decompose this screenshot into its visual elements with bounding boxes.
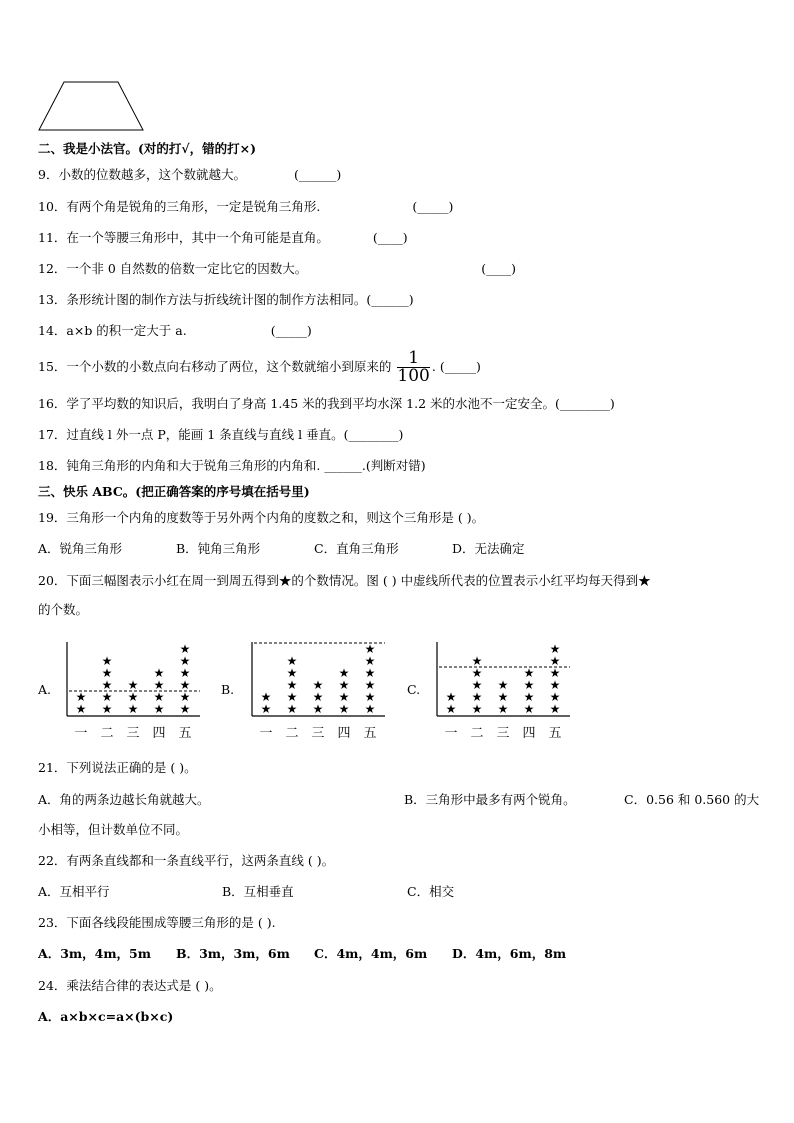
star-mark: ★ — [179, 642, 191, 656]
answer-blank[interactable]: (_____) — [270, 323, 312, 338]
day-label: 二 — [100, 726, 114, 741]
question-14: 14．a×b 的积一定大于 a. (_____) — [38, 323, 312, 338]
star-mark: ★ — [523, 702, 535, 716]
star-mark: ★ — [497, 702, 509, 716]
q21-option-a[interactable]: A．角的两条边越长角就越大。 — [38, 792, 210, 807]
chart-b-label[interactable]: B. — [221, 682, 235, 697]
star-chart-c — [430, 640, 580, 745]
star-mark: ★ — [338, 690, 350, 704]
star-mark: ★ — [549, 666, 561, 680]
day-label: 四 — [152, 726, 166, 741]
day-label: 一 — [444, 726, 458, 741]
star-mark: ★ — [471, 654, 483, 668]
question-9: 9．小数的位数越多，这个数就越大。 (______) — [38, 167, 342, 182]
answer-blank[interactable]: (_____) — [439, 359, 481, 374]
star-mark: ★ — [364, 642, 376, 656]
star-mark: ★ — [364, 654, 376, 668]
section-2-title: 二、我是小法官。(对的打√，错的打×) — [38, 141, 257, 156]
star-mark: ★ — [153, 690, 165, 704]
q19-option-b[interactable]: B．钝角三角形 — [176, 541, 261, 556]
star-mark: ★ — [127, 702, 139, 716]
star-mark: ★ — [549, 642, 561, 656]
star-mark: ★ — [101, 654, 113, 668]
answer-blank[interactable]: (______) — [366, 292, 414, 307]
star-mark: ★ — [101, 666, 113, 680]
answer-blank[interactable]: (______) — [293, 167, 342, 182]
q23-option-c[interactable]: C．4m，4m，6m — [314, 946, 428, 961]
question-13: 13．条形统计图的制作方法与折线统计图的制作方法相同。(______) — [38, 292, 414, 307]
star-chart-b — [245, 640, 395, 745]
star-mark: ★ — [179, 666, 191, 680]
star-mark: ★ — [286, 702, 298, 716]
question-16: 16．学了平均数的知识后，我明白了身高 1.45 米的我到平均水深 1.2 米的水池不一定安全。(________) — [38, 396, 615, 411]
day-label: 二 — [470, 726, 484, 741]
q19-option-a[interactable]: A．锐角三角形 — [38, 541, 123, 556]
star-mark: ★ — [445, 690, 457, 704]
star-mark: ★ — [286, 678, 298, 692]
star-mark: ★ — [364, 666, 376, 680]
day-label: 四 — [337, 726, 351, 741]
star-mark: ★ — [471, 702, 483, 716]
answer-blank[interactable]: (_____) — [412, 199, 454, 214]
star-mark: ★ — [101, 690, 113, 704]
star-mark: ★ — [312, 678, 324, 692]
star-mark: ★ — [286, 654, 298, 668]
question-24: 24．乘法结合律的表达式是 ( )。 — [38, 978, 222, 993]
star-mark: ★ — [101, 678, 113, 692]
star-mark: ★ — [179, 702, 191, 716]
q21-option-c[interactable]: C．0.56 和 0.560 的大 — [624, 792, 760, 807]
q23-option-d[interactable]: D．4m，6m，8m — [452, 946, 567, 961]
answer-blank[interactable]: (________) — [555, 396, 615, 411]
question-20-line1: 20．下面三幅图表示小红在周一到周五得到★的个数情况。图 ( ) 中虚线所代表的位置表示小红平均每天得到★ — [38, 573, 651, 588]
star-mark: ★ — [127, 690, 139, 704]
star-mark: ★ — [153, 666, 165, 680]
question-20-line2: 的个数。 — [38, 602, 89, 617]
star-mark: ★ — [364, 690, 376, 704]
star-mark: ★ — [101, 702, 113, 716]
chart-c-label[interactable]: C. — [407, 682, 421, 697]
star-mark: ★ — [338, 702, 350, 716]
question-11: 11．在一个等腰三角形中，其中一个角可能是直角。 (____) — [38, 230, 408, 245]
star-mark: ★ — [179, 678, 191, 692]
star-mark: ★ — [471, 678, 483, 692]
day-label: 一 — [259, 726, 273, 741]
star-mark: ★ — [179, 654, 191, 668]
day-label: 三 — [496, 726, 510, 741]
question-21: 21．下列说法正确的是 ( )。 — [38, 760, 197, 775]
star-mark: ★ — [75, 690, 87, 704]
star-mark: ★ — [338, 666, 350, 680]
star-chart-a — [60, 640, 210, 745]
star-mark: ★ — [471, 666, 483, 680]
question-15: 15．一个小数的小数点向右移动了两位，这个数就缩小到原来的 $\frac{1}{100}$ . (_____) — [38, 348, 481, 386]
section-3-title: 三、快乐 ABC。(把正确答案的序号填在括号里) — [38, 484, 310, 499]
question-17: 17．过直线 l 外一点 P，能画 1 条直线与直线 l 垂直。(________) — [38, 427, 404, 442]
q22-option-a[interactable]: A．互相平行 — [38, 884, 110, 899]
day-label: 五 — [178, 726, 192, 741]
star-mark: ★ — [549, 702, 561, 716]
q19-option-d[interactable]: D．无法确定 — [452, 541, 525, 556]
q22-option-b[interactable]: B．互相垂直 — [222, 884, 294, 899]
answer-blank[interactable]: (____) — [481, 261, 517, 276]
star-mark: ★ — [364, 702, 376, 716]
q22-option-c[interactable]: C．相交 — [407, 884, 455, 899]
star-mark: ★ — [549, 654, 561, 668]
star-mark: ★ — [497, 690, 509, 704]
star-mark: ★ — [471, 690, 483, 704]
q19-option-c[interactable]: C．直角三角形 — [314, 541, 399, 556]
star-mark: ★ — [549, 690, 561, 704]
star-mark: ★ — [549, 678, 561, 692]
question-22: 22．有两条直线都和一条直线平行，这两条直线 ( )。 — [38, 853, 335, 868]
answer-blank[interactable]: ______. — [324, 458, 366, 473]
day-label: 二 — [285, 726, 299, 741]
star-mark: ★ — [523, 678, 535, 692]
star-mark: ★ — [497, 678, 509, 692]
star-mark: ★ — [445, 702, 457, 716]
question-12: 12．一个非 0 自然数的倍数一定比它的因数大。 (____) — [38, 261, 517, 276]
star-mark: ★ — [179, 690, 191, 704]
fraction: $\frac{1}{100}$ — [397, 348, 430, 386]
q24-option-a[interactable]: A．a×b×c=a×(b×c) — [38, 1009, 174, 1024]
star-mark: ★ — [153, 678, 165, 692]
star-mark: ★ — [127, 678, 139, 692]
star-mark: ★ — [364, 678, 376, 692]
q23-option-a[interactable]: A．3m，4m，5m — [38, 946, 151, 961]
day-label: 五 — [548, 726, 562, 741]
star-mark: ★ — [338, 678, 350, 692]
q21-option-b[interactable]: B．三角形中最多有两个锐角。 — [404, 792, 576, 807]
question-23: 23．下面各线段能围成等腰三角形的是 ( ). — [38, 915, 276, 930]
trapezoid-figure — [36, 80, 148, 134]
question-18: 18．钝角三角形的内角和大于锐角三角形的内角和. ______.(判断对错) — [38, 458, 426, 473]
answer-blank[interactable]: (____) — [372, 230, 408, 245]
star-mark: ★ — [523, 690, 535, 704]
star-mark: ★ — [286, 666, 298, 680]
day-label: 三 — [311, 726, 325, 741]
star-mark: ★ — [312, 702, 324, 716]
star-mark: ★ — [153, 702, 165, 716]
question-10: 10．有两个角是锐角的三角形，一定是锐角三角形. (_____) — [38, 199, 454, 214]
q21-option-c-cont: 小相等，但计数单位不同。 — [38, 822, 189, 837]
star-mark: ★ — [286, 690, 298, 704]
chart-a-label[interactable]: A. — [38, 682, 52, 697]
day-label: 三 — [126, 726, 140, 741]
star-mark: ★ — [75, 702, 87, 716]
star-mark: ★ — [312, 690, 324, 704]
star-mark: ★ — [523, 666, 535, 680]
day-label: 四 — [522, 726, 536, 741]
star-mark: ★ — [260, 690, 272, 704]
day-label: 一 — [74, 726, 88, 741]
star-mark: ★ — [260, 702, 272, 716]
day-label: 五 — [363, 726, 377, 741]
q23-option-b[interactable]: B．3m，3m，6m — [176, 946, 290, 961]
answer-blank[interactable]: (________) — [343, 427, 404, 442]
question-19: 19．三角形一个内角的度数等于另外两个内角的度数之和，则这个三角形是 ( )。 — [38, 510, 485, 525]
